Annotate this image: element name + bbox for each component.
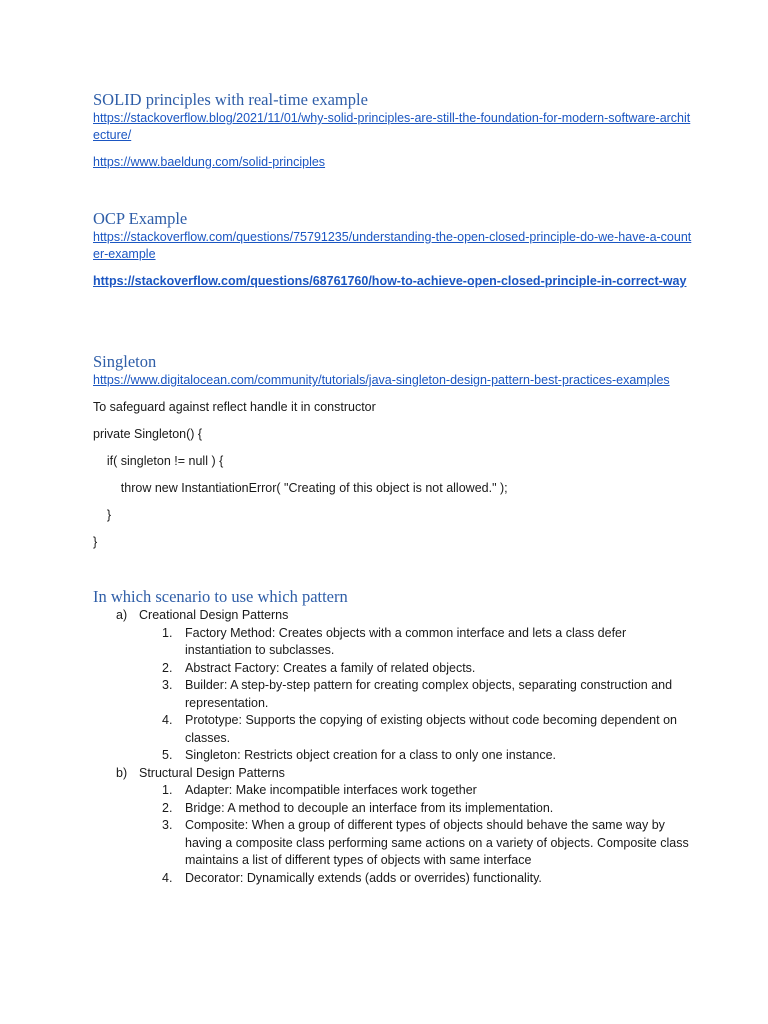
section-ocp: [93, 209, 693, 290]
list-item: [139, 712, 693, 747]
group-label: Creational Design Patterns: [139, 608, 289, 622]
section-singleton: [93, 352, 693, 551]
singleton-note: To safeguard against reflect handle it in constructor: [93, 400, 376, 414]
document-page: [93, 88, 693, 887]
list-item: [139, 870, 693, 888]
list-marker: 5.: [162, 748, 173, 762]
list-item: [139, 677, 693, 712]
list-item-text: Bridge: A method to decouple an interface from its implementation.: [185, 800, 554, 815]
pattern-list-structural: [139, 782, 693, 887]
list-marker: b): [116, 765, 128, 780]
code-line: }: [93, 535, 98, 549]
list-marker: 3.: [162, 678, 173, 692]
list-item: [139, 817, 693, 870]
section-scenario: [93, 587, 693, 887]
singleton-code-block: [93, 426, 693, 551]
list-item: [139, 660, 693, 678]
list-item-text: Adapter: Make incompatible interfaces work together: [185, 783, 477, 797]
heading-ocp: OCP Example: [93, 209, 188, 228]
list-item: [139, 800, 693, 818]
list-item: [139, 782, 693, 800]
list-item-text: Factory Method: Creates objects with a common interface and lets a class defer instantiation to subclasses.: [185, 625, 627, 657]
list-marker: 4.: [162, 713, 173, 727]
list-marker: 1.: [162, 625, 173, 640]
list-item: [139, 747, 693, 765]
pattern-list-creational: [139, 625, 693, 765]
heading-scenario: In which scenario to use which pattern: [93, 587, 348, 606]
section-solid: [93, 90, 693, 171]
heading-solid: SOLID principles with real-time example: [93, 90, 368, 109]
list-marker: a): [116, 608, 128, 622]
link-singleton-digitalocean[interactable]: https://www.digitalocean.com/community/tutorials/java-singleton-design-pattern-best-practices-examples: [93, 373, 670, 387]
code-line: private Singleton() {: [93, 427, 203, 441]
link-solid-stackoverflow-blog[interactable]: https://stackoverflow.blog/2021/11/01/why-solid-principles-are-still-the-foundation-for-modern-software-architecture/: [93, 111, 691, 142]
list-item-text: Singleton: Restricts object creation for a class to only one instance.: [185, 748, 557, 762]
list-item-text: Abstract Factory: Creates a family of related objects.: [185, 660, 476, 675]
link-ocp-correct-way[interactable]: https://stackoverflow.com/questions/68761760/how-to-achieve-open-closed-principle-in-correct-way: [93, 274, 687, 288]
list-marker: 1.: [162, 783, 173, 797]
pattern-group-structural: [93, 765, 693, 888]
heading-singleton: Singleton: [93, 352, 157, 371]
list-marker: 3.: [162, 818, 173, 832]
code-line: throw new InstantiationError( "Creating of this object is not allowed." );: [93, 481, 508, 495]
code-line: if( singleton != null ) {: [93, 454, 224, 468]
pattern-group-list: [93, 607, 693, 887]
group-label: Structural Design Patterns: [139, 765, 285, 780]
pattern-group-creational: [93, 607, 693, 765]
list-marker: 2.: [162, 800, 173, 815]
list-item-text: Prototype: Supports the copying of existing objects without code becoming dependent on classes.: [185, 713, 677, 745]
list-item-text: Composite: When a group of different types of objects should behave the same way by having a composite class performing same actions on a variety of objects. Composite class maintains a list of different types of objects with same interface: [185, 818, 689, 867]
list-item-text: Builder: A step-by-step pattern for creating complex objects, separating construction and representation.: [185, 678, 673, 710]
list-marker: 2.: [162, 660, 173, 675]
link-solid-baeldung[interactable]: https://www.baeldung.com/solid-principles: [93, 155, 326, 169]
code-line: }: [93, 508, 112, 522]
list-item-text: Decorator: Dynamically extends (adds or overrides) functionality.: [185, 870, 542, 885]
list-marker: 4.: [162, 870, 173, 885]
list-item: [139, 625, 693, 660]
link-ocp-counter-example[interactable]: https://stackoverflow.com/questions/75791235/understanding-the-open-closed-principle-do-we-have-a-counter-example: [93, 230, 692, 261]
